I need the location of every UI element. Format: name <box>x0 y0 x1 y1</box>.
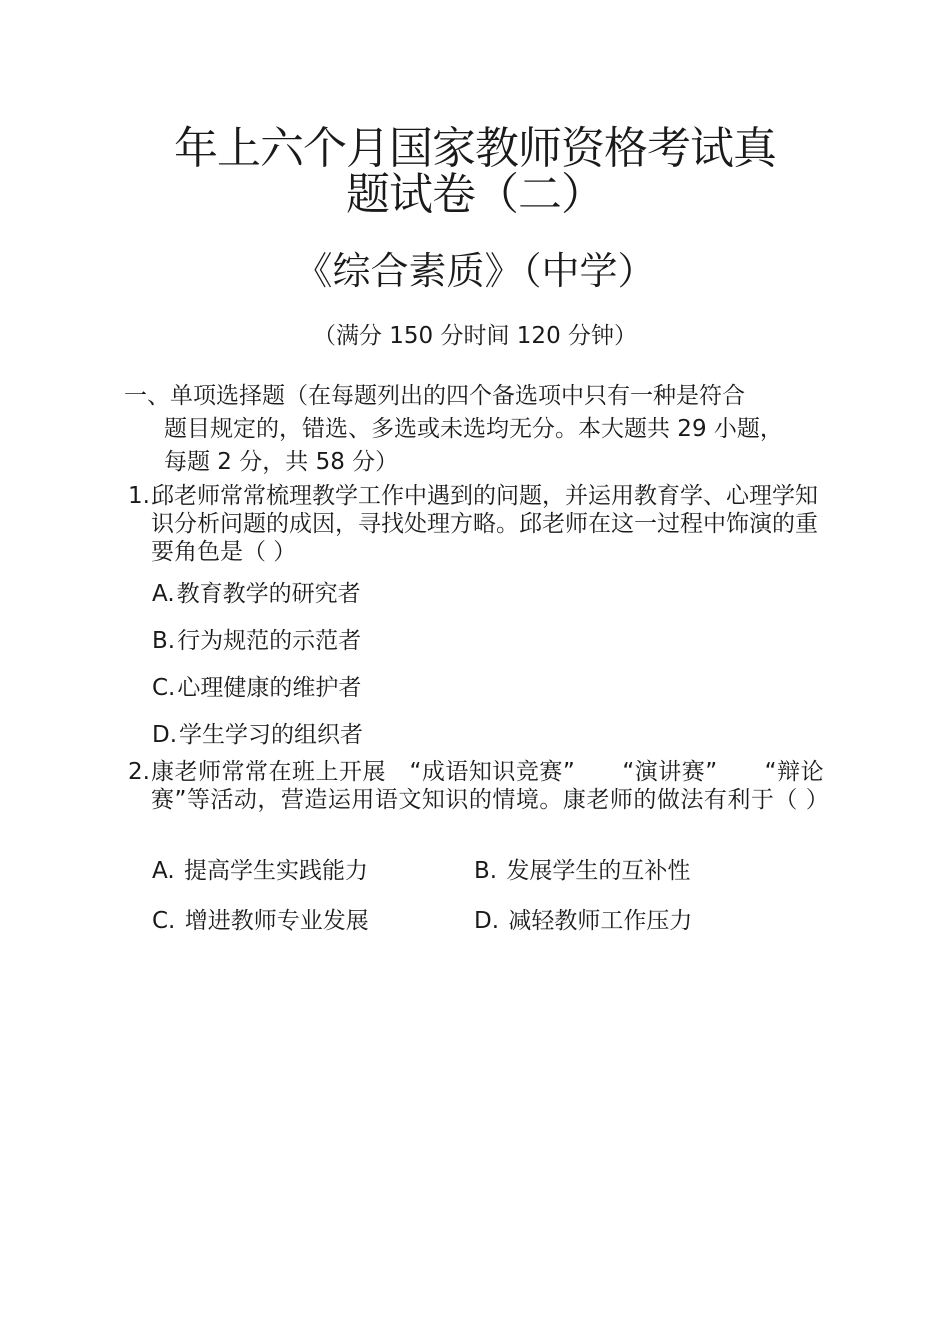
question-1 <box>128 482 828 566</box>
option-label: B. <box>474 858 498 884</box>
option-label: C. <box>152 908 176 934</box>
option-2c[interactable] <box>152 906 369 936</box>
option-text: 心理健康的维护者 <box>177 675 362 701</box>
subject-subtitle: 《综合素质》（中学） <box>294 249 656 293</box>
page-title <box>60 123 890 220</box>
option-label: D. <box>152 722 178 748</box>
option-1a[interactable] <box>152 579 361 609</box>
option-1c[interactable] <box>152 673 361 703</box>
section-line-2: 题目规定的，错选、多选或未选均无分。本大题共 29 小题， <box>164 416 783 442</box>
question-number: 1. <box>128 483 150 509</box>
option-1b[interactable] <box>152 626 361 656</box>
option-label: D. <box>474 908 500 934</box>
option-label: A. <box>152 858 175 884</box>
question-text: 邱老师常常梳理教学工作中遇到的问题，并运用教育学、心理学知识分析问题的成因，寻找处理方略。邱老师在这一过程中饰演的重要角色是（ ） <box>151 483 818 565</box>
option-text: 学生学习的组织者 <box>179 722 364 748</box>
option-text: 发展学生的互补性 <box>506 858 691 884</box>
score-time-note: （满分 150 分时间 120 分钟） <box>312 323 638 349</box>
title-line-1: 年上六个月国家教师资格考试真 <box>174 123 776 174</box>
option-label: B. <box>152 628 176 654</box>
option-label: C. <box>152 675 176 701</box>
option-2b[interactable] <box>474 856 690 886</box>
section-heading <box>124 380 828 479</box>
option-text: 减轻教师工作压力 <box>508 908 693 934</box>
option-2d[interactable] <box>474 906 692 936</box>
option-1d[interactable] <box>152 720 363 750</box>
question-2 <box>128 758 828 814</box>
title-line-2: 题试卷（二） <box>346 169 604 220</box>
option-text: 增进教师专业发展 <box>184 908 369 934</box>
option-text: 行为规范的示范者 <box>177 628 362 654</box>
section-line-1: 一、单项选择题（在每题列出的四个备选项中只有一种是符合 <box>124 383 745 409</box>
option-2a[interactable] <box>152 856 368 886</box>
option-label: A. <box>152 581 175 607</box>
option-text: 教育教学的研究者 <box>176 581 361 607</box>
option-text: 提高学生实践能力 <box>183 858 368 884</box>
question-number: 2. <box>128 759 150 785</box>
question-text: 康老师常常在班上开展 “成语知识竞赛” “演讲赛” “辩论赛”等活动，营造运用语文知识的情境。康老师的做法有利于（ ） <box>151 759 830 813</box>
section-line-3: 每题 2 分，共 58 分） <box>164 449 399 475</box>
